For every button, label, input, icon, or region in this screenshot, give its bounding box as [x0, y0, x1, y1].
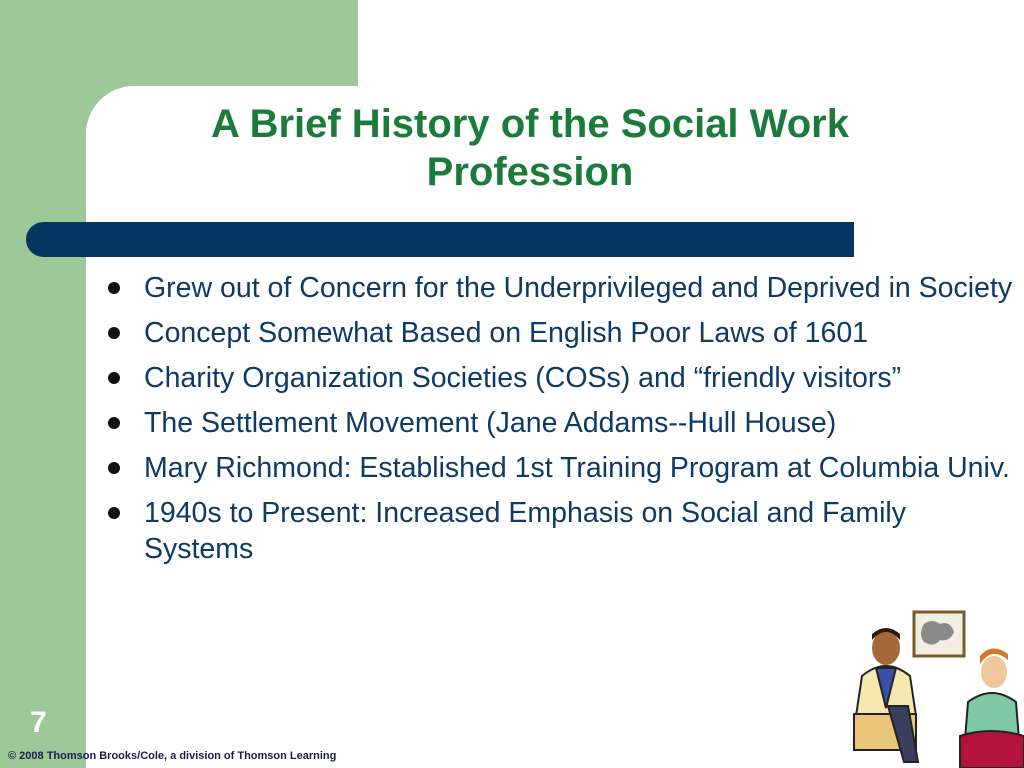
list-item — [104, 450, 1014, 486]
copyright-footer: © 2008 Thomson Brooks/Cole, a division of Thomson Learning — [8, 750, 337, 762]
title-divider-bar — [26, 222, 854, 257]
bullet-icon — [108, 462, 120, 474]
bullet-text: Concept Somewhat Based on English Poor Laws of 1601 — [144, 317, 869, 349]
bullet-icon — [108, 507, 120, 519]
bullet-icon — [108, 372, 120, 384]
counseling-session-icon — [848, 606, 1024, 768]
bullet-text: The Settlement Movement (Jane Addams--Hull House) — [144, 407, 837, 439]
list-item — [104, 405, 1014, 441]
bullet-icon — [108, 282, 120, 294]
bullet-icon — [108, 417, 120, 429]
list-item — [104, 360, 1014, 396]
list-item — [104, 315, 1014, 351]
list-item — [104, 495, 1014, 567]
bullet-list — [104, 270, 1014, 576]
bullet-icon — [108, 327, 120, 339]
bullet-text: Charity Organization Societies (COSs) and “friendly visitors” — [144, 362, 902, 394]
list-item — [104, 270, 1014, 306]
bullet-text: Grew out of Concern for the Underprivileged and Deprived in Society — [144, 272, 1013, 304]
bullet-text: 1940s to Present: Increased Emphasis on Social and Family Systems — [144, 497, 906, 565]
bullet-text: Mary Richmond: Established 1st Training Program at Columbia Univ. — [144, 452, 1010, 484]
slide-number: 7 — [30, 706, 47, 739]
slide-title: A Brief History of the Social Work Profession — [211, 102, 849, 194]
